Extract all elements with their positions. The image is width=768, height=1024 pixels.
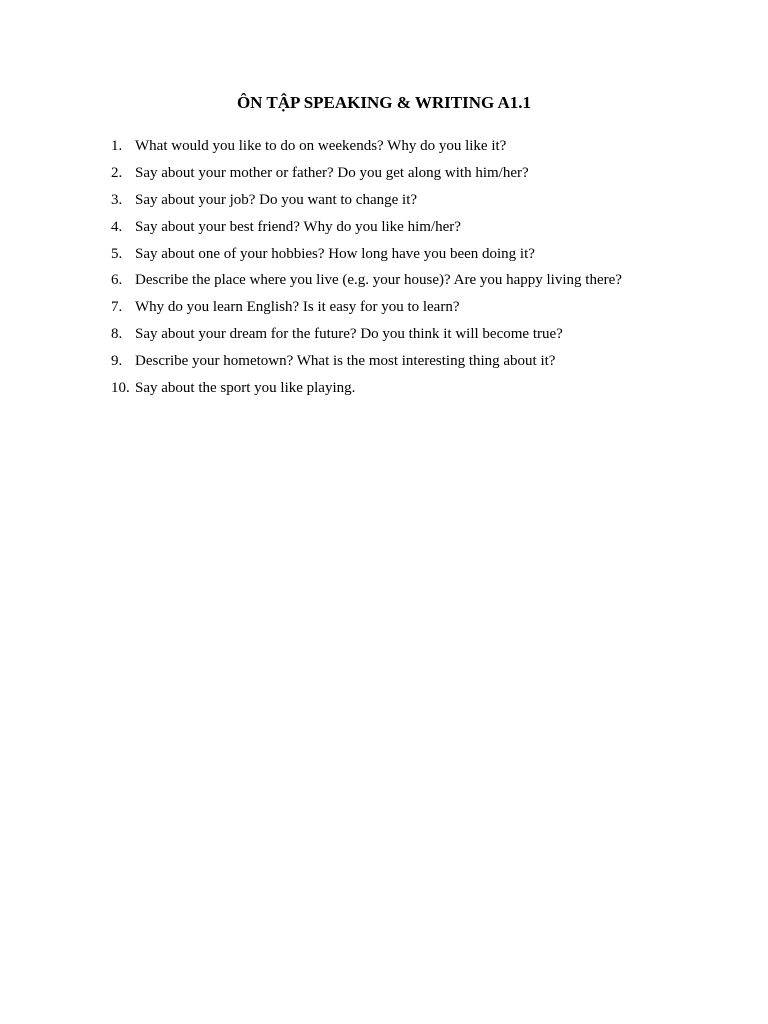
question-text: Say about your dream for the future? Do you think it will become true? — [135, 326, 563, 343]
question-text: Say about the sport you like playing. — [135, 380, 356, 397]
question-text: Say about your mother or father? Do you get along with him/her? — [135, 164, 529, 181]
list-item-6 — [111, 269, 731, 296]
question-number: 7. — [111, 299, 123, 316]
question-number: 9. — [111, 353, 123, 370]
list-item-4 — [111, 216, 731, 243]
list-item-5 — [111, 243, 731, 270]
question-list — [111, 135, 731, 404]
question-number: 5. — [111, 245, 123, 262]
question-text: Why do you learn English? Is it easy for you to learn? — [135, 299, 460, 316]
list-item-7 — [111, 296, 731, 323]
list-item-8 — [111, 323, 731, 350]
question-number: 10. — [111, 380, 130, 397]
question-text: Describe the place where you live (e.g. your house)? Are you happy living there? — [135, 272, 622, 289]
question-text: Say about your best friend? Why do you like him/her? — [135, 218, 461, 235]
question-text: Say about one of your hobbies? How long have you been doing it? — [135, 245, 535, 262]
list-item-9 — [111, 350, 731, 377]
question-number: 1. — [111, 138, 123, 154]
question-text: What would you like to do on weekends? Why do you like it? — [135, 138, 507, 154]
question-number: 8. — [111, 326, 123, 343]
question-text: Describe your hometown? What is the most interesting thing about it? — [135, 353, 556, 370]
page-title: ÔN TẬP SPEAKING & WRITING A1.1 — [236, 93, 532, 112]
list-item-3 — [111, 189, 731, 216]
question-number: 6. — [111, 272, 123, 289]
list-item-1 — [111, 135, 731, 162]
list-item-2 — [111, 162, 731, 189]
question-number: 3. — [111, 191, 123, 208]
question-number: 4. — [111, 218, 123, 235]
question-number: 2. — [111, 164, 123, 181]
question-text: Say about your job? Do you want to change it? — [135, 191, 418, 208]
list-item-10 — [111, 377, 731, 404]
